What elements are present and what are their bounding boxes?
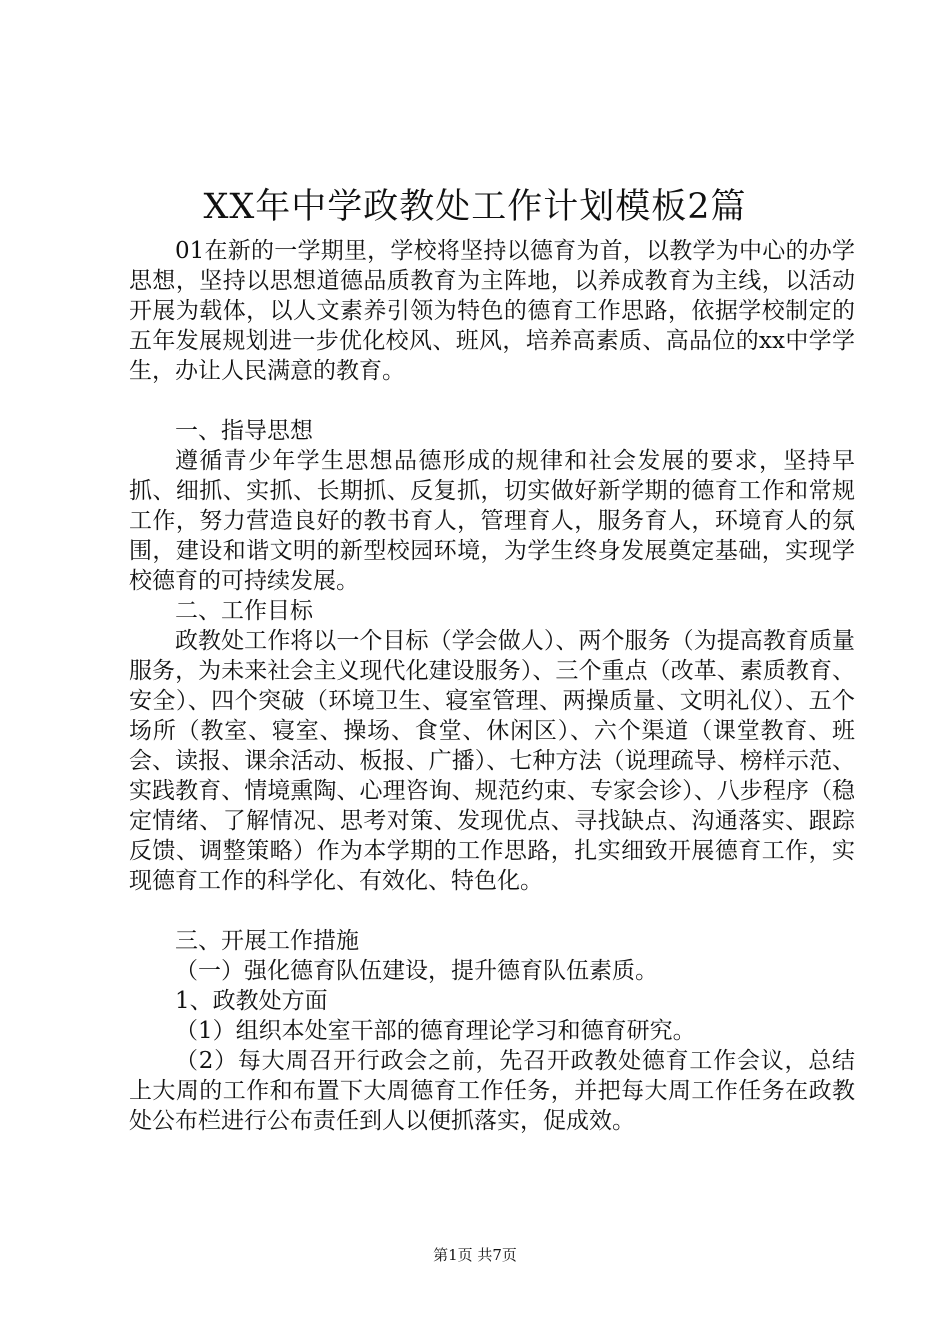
paragraph-gap <box>129 896 855 926</box>
document-body <box>129 236 855 1136</box>
work-goals-paragraph: 政教处工作将以一个目标（学会做人）、两个服务（为提高教育质量服务，为未来社会主义现代化建设服务）、三个重点（改革、素质教育、安全）、四个突破（环境卫生、寝室管理、两操质量、文明礼仪）、五个场所（教室、寝室、操场、食堂、休闲区）、六个渠道（课堂教育、班会、读报、课余活动、板报、广播）、七种方法（说理疏导、榜样示范、实践教育、情境熏陶、心理咨询、规范约束、专家会诊）、八步程序（稳定情绪、了解情况、思考对策、发现优点、寻找缺点、沟通落实、跟踪反馈、调整策略）作为本学期的工作思路，扎实细致开展德育工作，实现德育工作的科学化、有效化、特色化。 <box>129 628 855 894</box>
measures-item-heading: 1、政教处方面 <box>175 988 328 1014</box>
section-heading-guiding-ideology: 一、指导思想 <box>175 418 313 444</box>
section-heading-measures: 三、开展工作措施 <box>175 928 359 954</box>
document-title: XX年中学政教处工作计划模板2篇 <box>203 187 747 227</box>
measures-item-paragraph: （1）组织本处室干部的德育理论学习和德育研究。 <box>175 1018 696 1044</box>
page-number-footer: 第1页 共7页 <box>433 1246 517 1264</box>
section-heading-work-goals: 二、工作目标 <box>175 598 313 624</box>
measures-item-paragraph: （2）每大周召开行政会之前，先召开政教处德育工作会议，总结上大周的工作和布置下大周德育工作任务，并把每大周工作任务在政教处公布栏进行公布责任到人以便抓落实，促成效。 <box>129 1048 855 1134</box>
measures-subheading: （一）强化德育队伍建设，提升德育队伍素质。 <box>175 958 658 984</box>
paragraph-gap <box>129 386 855 416</box>
intro-paragraph: 01在新的一学期里，学校将坚持以德育为首，以教学为中心的办学思想，坚持以思想道德品质教育为主阵地，以养成教育为主线，以活动开展为载体，以人文素养引领为特色的德育工作思路，依据学校制定的五年发展规划进一步优化校风、班风，培养高素质、高品位的xx中学学生，办让人民满意的教育。 <box>129 238 855 384</box>
guiding-ideology-paragraph: 遵循青少年学生思想品德形成的规律和社会发展的要求，坚持早抓、细抓、实抓、长期抓、反复抓，切实做好新学期的德育工作和常规工作，努力营造良好的教书育人，管理育人，服务育人，环境育人的氛围，建设和谐文明的新型校园环境，为学生终身发展奠定基础，实现学校德育的可持续发展。 <box>129 448 855 594</box>
